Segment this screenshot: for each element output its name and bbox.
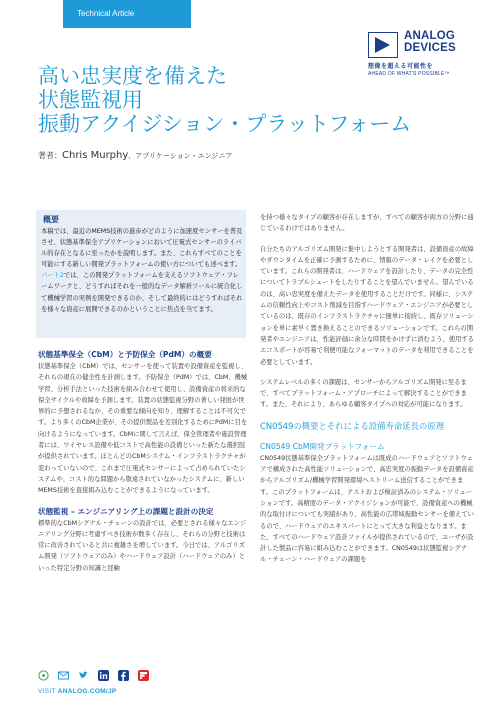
author-name: Chris Murphy [62, 150, 129, 161]
footer-url-text: ANALOG.COM/JP [57, 688, 117, 695]
article-type-label: Technical Article [77, 9, 135, 18]
author-byline [38, 150, 232, 161]
paragraph-platform-approach: システムレベルの多くの課題は、センサーからアルゴリズム開発に至るまで、すべてプラットフォーム・アプローチによって解決することができます。また、それにより、あらゆる顧客タイプへの対応が可能になります。 [260, 378, 467, 409]
abstract-text [41, 226, 243, 315]
linkedin-icon[interactable] [98, 670, 109, 681]
abstract-text-start: 本稿では、最近のMEMS技術の進歩がどのように加速度センサーを普及させ、状態基準保全アプリケーションにおいて圧電式センサーのライバル的存在となるに至ったかを説明します。また、これらすべてのことを可能にする新しい開発プラットフォームの使い方についても述べます。 [41, 228, 243, 269]
paragraph-cn0549-platform: CN0549状態基準保全プラットフォームは既成のハードウェアとソフトウェアで構成された高性能ソリューションで、高忠実度の振動データを設備資産からアルゴリズム/機械学習開発環境へストリーム送信することができます。このプラットフォームは、テストおよび検証済みのシステム・ソリューションです。高精度のデータ・アクイジションが可能で、設備資産への機械的な取付けについても実績があり、高性能の広帯域振動センサーを備えているので、ハードウェアのエキスパートにとって大きな利益となります。また、すべてのハードウェア設計ファイルが提供されているので、ユーザが設計した製品に容易に組み込むことができます。CN0549は状態監視シグナル・チェーン・ハードウェアの課題を [260, 454, 474, 564]
twitter-icon[interactable] [78, 670, 89, 681]
paragraph-developers: 自分たちのアルゴリズム開発に集中しようとする開発者は、設備資産の故障やダウンタイムを正確に予測するために、情報のデータ・レイクを必要としています。これらの開発者は、ハードウェアを設計したり、データの完全性についてトラブルシュートをしたりすることを望んでいません。望んでいるのは、高い忠実度を備えたデータを使用することだけです。同様に、システムの信頼性向上やコスト削減を目指すハードウェア・エンジニアが必要としているのは、既存のインフラストラクチャに簡単に接続し、既存ソリューションを単に素早く置き換えることのできるソリューションです。これらの開発者やエンジニアは、性能評価に余分な時間をかけずに済むよう、使用するエコスポートが容易で利便可能なフォーマットのデータを利用できることを必要としています。 [260, 245, 474, 366]
footer-visit-label: VISIT [38, 688, 58, 695]
left-column [38, 349, 248, 583]
author-role: 、アプリケーション・エンジニア [128, 152, 233, 160]
logo-tagline-jp: 想像を超える可能性を [368, 63, 434, 70]
footer-website-link[interactable] [38, 688, 117, 695]
paragraph-customer-types: を持つ様々なタイプの顧客が存在しますが、すべての顧客が両方の分野に通じているわけではありません。 [260, 214, 474, 233]
abstract-text-end: では、この開発プラットフォームを支えるソフトウェア・フレームワークと、どうすればそれを一般的なデータ解析ツールに統合化して機械学習の実例を開発できるのか、そして最終的にはどうすればそれを様々な資産に展開できるのかということに焦点を当てます。 [41, 272, 243, 313]
abstract-box [36, 210, 246, 338]
logo-wordmark [404, 30, 484, 54]
flipboard-icon[interactable] [138, 670, 149, 681]
logo-wordmark-line2: DEVICES [404, 42, 456, 54]
abstract-heading: 概要 [43, 215, 59, 224]
section-heading-cbm-pdm: 状態基準保全（CbM）と予防保全（PdM）の概要 [38, 350, 212, 359]
dial-icon[interactable] [38, 670, 49, 681]
paragraph-cbm-pdm: 状態基準保全（CbM）では、センサーを使って装置や設備資産を監視し、それらの現在の健全性を計測します。予防保全（PdM）では、CbM、機械学習、分析手法といった技術を組み合わせて使用し、設備資産の将来的な保全サイクルや故障を予測します。装置の状態監視分野の著しい発展が世界的に予想されるなか、その重要な傾向を知り、理解することは不可欠です。より多くのCbM企業が、その提供製品を差別化するためにPdMに目を向けるようになっています。CbMに関して言えば、保全管理者や施設管理者には、ワイヤレス設備や低コストで高性能の設備といった新たな選択肢が提供されています。ほとんどのCbMシステム・インフラストラクチャが変わっていないので、これまで圧電式センサーによって占められていたシステムや、コスト的な問題から敬遠されていなかったシステムに、新しいMEMS技術を直接組み込むことができるようになっています。 [38, 363, 248, 495]
right-column [260, 212, 474, 575]
logo-wordmark-line1: ANALOG [404, 30, 456, 42]
title-line-1: 高い忠実度を備えた [38, 64, 227, 88]
paragraph-engineering-challenges: 標準的なCbMシグナル・チェーンの設計では、必要とされる様々なエンジニアリング分野に考慮すべき技術が数多く存在し、それらの分野と技術は常に改善されていると共に複雑さを増しています。今日では、アルゴリズム開発（ソフトウェアのみ）やハードウェア設計（ハードウェアのみ）といった特定分野の知識と経験 [38, 519, 247, 572]
section-heading-cn0549-overview: CN0549の概要とそれによる設備寿命延長の原理 [260, 420, 445, 431]
facebook-icon[interactable] [118, 670, 129, 681]
part2-link[interactable]: パート2 [41, 272, 64, 280]
title-line-2: 状態監視用 [38, 88, 143, 112]
logo-tagline-en: AHEAD OF WHAT'S POSSIBLE™ [368, 71, 450, 77]
section-heading-engineering-challenges: 状態監視 – エンジニアリング上の課題と設計の決定 [38, 506, 214, 516]
analog-devices-logo-icon [368, 32, 398, 58]
subsection-heading-cn0549-platform: CN0549 CbM開発プラットフォーム [260, 441, 385, 451]
article-title [38, 64, 418, 136]
article-type-tag [63, 0, 191, 28]
email-icon[interactable] [58, 670, 69, 681]
byline-prefix: 著者： [38, 151, 62, 160]
title-line-3: 振動アクイジション・プラットフォーム [38, 112, 412, 136]
